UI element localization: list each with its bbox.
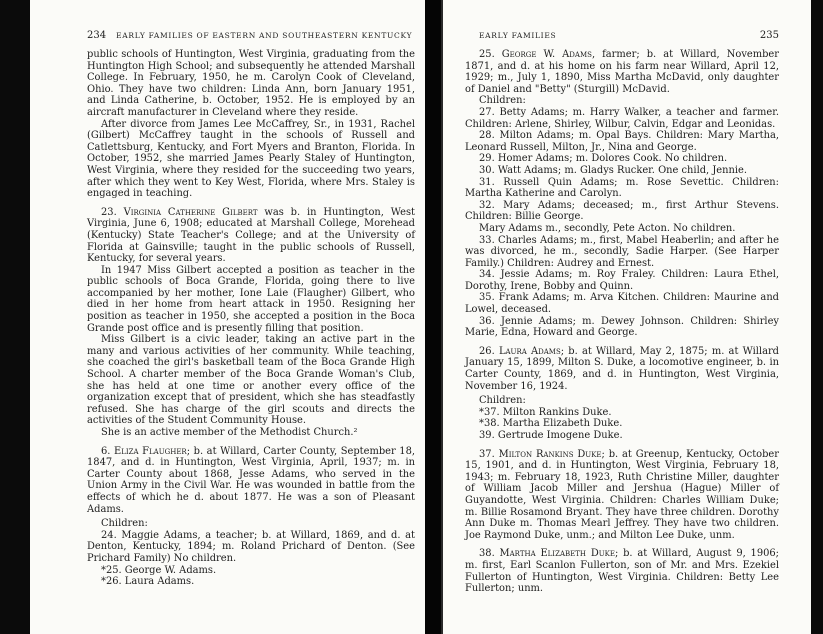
entry-number: 23.: [101, 206, 117, 218]
paragraph: public schools of Huntington, West Virginia, graduating from the Huntington High School; and subsequently he attended Marshall College. In February, 1950, he m. Carolyn Cook of Cleveland, Ohio. They have two children: Linda Ann, born January 1951, and Linda Catherine, b. October, 1952. He is employed by an aircraft manufacturer in Cleveland where they reside.: [87, 49, 415, 118]
left-running-head: EARLY FAMILIES OF EASTERN AND SOUTHEASTERN KENTUCKY: [116, 31, 413, 40]
paragraph: Children:: [101, 518, 148, 530]
paragraph: *37. Milton Rankins Duke.: [479, 406, 612, 418]
paragraph: 24. Maggie Adams, a teacher; b. at Willard, 1869, and d. at Denton, Kentucky, 1894; m. Roland Prichard of Denton. (See Prichard Family) No children.: [87, 529, 415, 564]
entry-number: 6.: [101, 445, 111, 457]
entry-number: 25.: [479, 49, 495, 60]
paragraph: 31. Russell Quin Adams; m. Rose Sevettic. Children: Martha Katherine and Carolyn.: [465, 176, 779, 200]
paragraph: 36. Jennie Adams; m. Dewey Johnson. Children: Shirley Marie, Edna, Howard and George.: [465, 315, 779, 339]
left-page-header: [87, 30, 415, 41]
entry-text: ; b. at Willard, May 2, 1875; m. at Willard January 15, 1899, Milton S. Duke, a locomotive engineer, b. in Carter County, 1869, and d. in Huntington, West Virginia, November 16, 1924.: [465, 345, 779, 392]
right-page-body: [465, 49, 779, 595]
paragraph: 32. Mary Adams; deceased; m., first Arthur Stevens. Children: Billie George.: [465, 199, 779, 223]
genealogy-entry: [87, 207, 415, 265]
paragraph: Mary Adams m., secondly, Pete Acton. No children.: [479, 222, 736, 234]
paragraph: 28. Milton Adams; m. Opal Bays. Children: Mary Martha, Leonard Russell, Milton, Jr., Nina and George.: [465, 130, 779, 153]
left-page-body: [87, 49, 415, 588]
genealogy-entry: [465, 346, 779, 392]
entry-number: 38.: [479, 548, 495, 560]
genealogy-entry: [465, 49, 779, 95]
paragraph: 39. Gertrude Imogene Duke.: [479, 430, 623, 441]
left-page: [30, 0, 425, 634]
entry-number: 26.: [479, 345, 495, 357]
entry-name: Martha Elizabeth Duke: [499, 548, 615, 560]
left-page-number: 234: [87, 30, 107, 41]
entry-text: , farmer; b. at Willard, November 1871, and d. at his home on his farm near Willard, April 12, 1929; m., July 1, 1890, Miss Martha McDavid, only daughter of Daniel and "Betty" (Sturgill) McDavid.: [465, 49, 779, 95]
paragraph: 29. Homer Adams; m. Dolores Cook. No children.: [479, 153, 728, 165]
entry-name: George W. Adams: [501, 49, 592, 60]
entry-text: ; b. at Greenup, Kentucky, October 15, 1901, and d. in Huntington, West Virginia, February 18, 1943; m. February 18, 1923, Ruth Christine Miller, daughter of William Jacob Miller and Jershua (Hague) Miller of Guyandotte, West Virginia. Children: Charles William Duke; m. Billie Rosamond Bryant. They have three children. Dorothy Ann Duke m. Thomas Mearl Jeffrey. They have two children. Joe Raymond Duke, unm.; and Milton Lee Duke, unm.: [465, 448, 779, 541]
paragraph: 34. Jessie Adams; m. Roy Fraley. Children: Laura Ethel, Dorothy, Irene, Bobby and Quinn.: [465, 269, 779, 292]
paragraph: Children:: [479, 395, 526, 407]
paragraph: 30. Watt Adams; m. Gladys Rucker. One child, Jennie.: [479, 164, 747, 176]
paragraph: Children:: [479, 95, 526, 107]
paragraph: In 1947 Miss Gilbert accepted a position as teacher in the public schools of Boca Grande, Florida, going there to live accompanied by her mother, Ione Laie (Flaugher) Gilbert, who died in her home from heart attack in 1950. Resigning her position as teacher in 1950, she accepted a position in the Boca Grande post office and is presently filling that position.: [87, 264, 415, 334]
entry-text: ; b. at Willard, Carter County, September 18, 1847, and d. in Huntington, West Virginia, April, 1937; m. in Carter County about 1868, Jesse Adams, who served in the Union Army in the Civil War. He was wounded in battle from the effects of which he d. about 1877. He was a son of Pleasant Adams.: [87, 445, 416, 515]
paragraph: *25. George W. Adams.: [101, 564, 217, 576]
entry-name: Laura Adams: [498, 345, 561, 357]
entry-text: ; b. at Willard, August 9, 1906; m. first, Earl Scanlon Fullerton, son of Mr. and Mrs. Ezekiel Fullerton of Huntington, West Virginia. Children: Betty Lee Fullerton; unm.: [465, 548, 779, 595]
paragraph: 27. Betty Adams; m. Harry Walker, a teacher and farmer. Children: Arlene, Shirley, Wilbur, Calvin, Edgar and Leonidas.: [465, 106, 779, 130]
right-running-head: EARLY FAMILIES: [479, 31, 557, 40]
paragraph: She is an active member of the Methodist Church.²: [101, 427, 358, 438]
paragraph: *38. Martha Elizabeth Duke.: [479, 418, 623, 430]
paragraph: *26. Laura Adams.: [101, 576, 195, 588]
genealogy-entry: [87, 446, 415, 516]
right-page-number: 235: [759, 30, 779, 41]
entry-name: Virginia Catherine Gilbert: [123, 206, 258, 218]
paragraph: After divorce from James Lee McCaffrey, Sr., in 1931, Rachel (Gilbert) McCaffrey taught in the schools of Russell and Catlettsburg, Kentucky, and Fort Myers and Branton, Florida. In October, 1952, she married James Pearly Staley of Huntington, West Virginia, where they resided for the succeeding two years, after which they went to Key West, Florida, where Mrs. Staley is engaged in teaching.: [87, 118, 415, 200]
entry-text: was b. in Huntington, West Virginia, June 6, 1908; educated at Marshall College, Morehead (Kentucky) State Teacher's College; and at the University of Florida at Gainsville; taught in the public schools of Russell, Kentucky, for several years.: [87, 206, 416, 265]
paragraph: 33. Charles Adams; m., first, Mabel Heaberlin; and after he was divorced, he m., secondly, Sadie Harper. (See Harper Family.) Children: Audrey and Ernest.: [465, 234, 779, 269]
right-page: [441, 0, 811, 634]
paragraph: 35. Frank Adams; m. Arva Kitchen. Children: Maurine and Lowel, deceased.: [465, 292, 779, 316]
entry-number: 37.: [479, 448, 495, 460]
genealogy-entry: [465, 548, 779, 594]
entry-name: Milton Rankins Duke: [498, 448, 602, 460]
paragraph: Miss Gilbert is a civic leader, taking an active part in the many and various activities of her community. While teaching, she coached the girl's basketball team of the Boca Grande High School. A charter member of the Boca Grande Woman's Club, she has held at one time or another every office of the organization except that of president, which she has steadfastly refused. She has charge of the girl scouts and directs the activities of the Student Community House.: [87, 334, 415, 427]
genealogy-entry: [465, 449, 779, 542]
right-page-header: [465, 30, 779, 41]
entry-name: Eliza Flaugher: [114, 445, 187, 457]
book-gutter: [425, 0, 441, 634]
